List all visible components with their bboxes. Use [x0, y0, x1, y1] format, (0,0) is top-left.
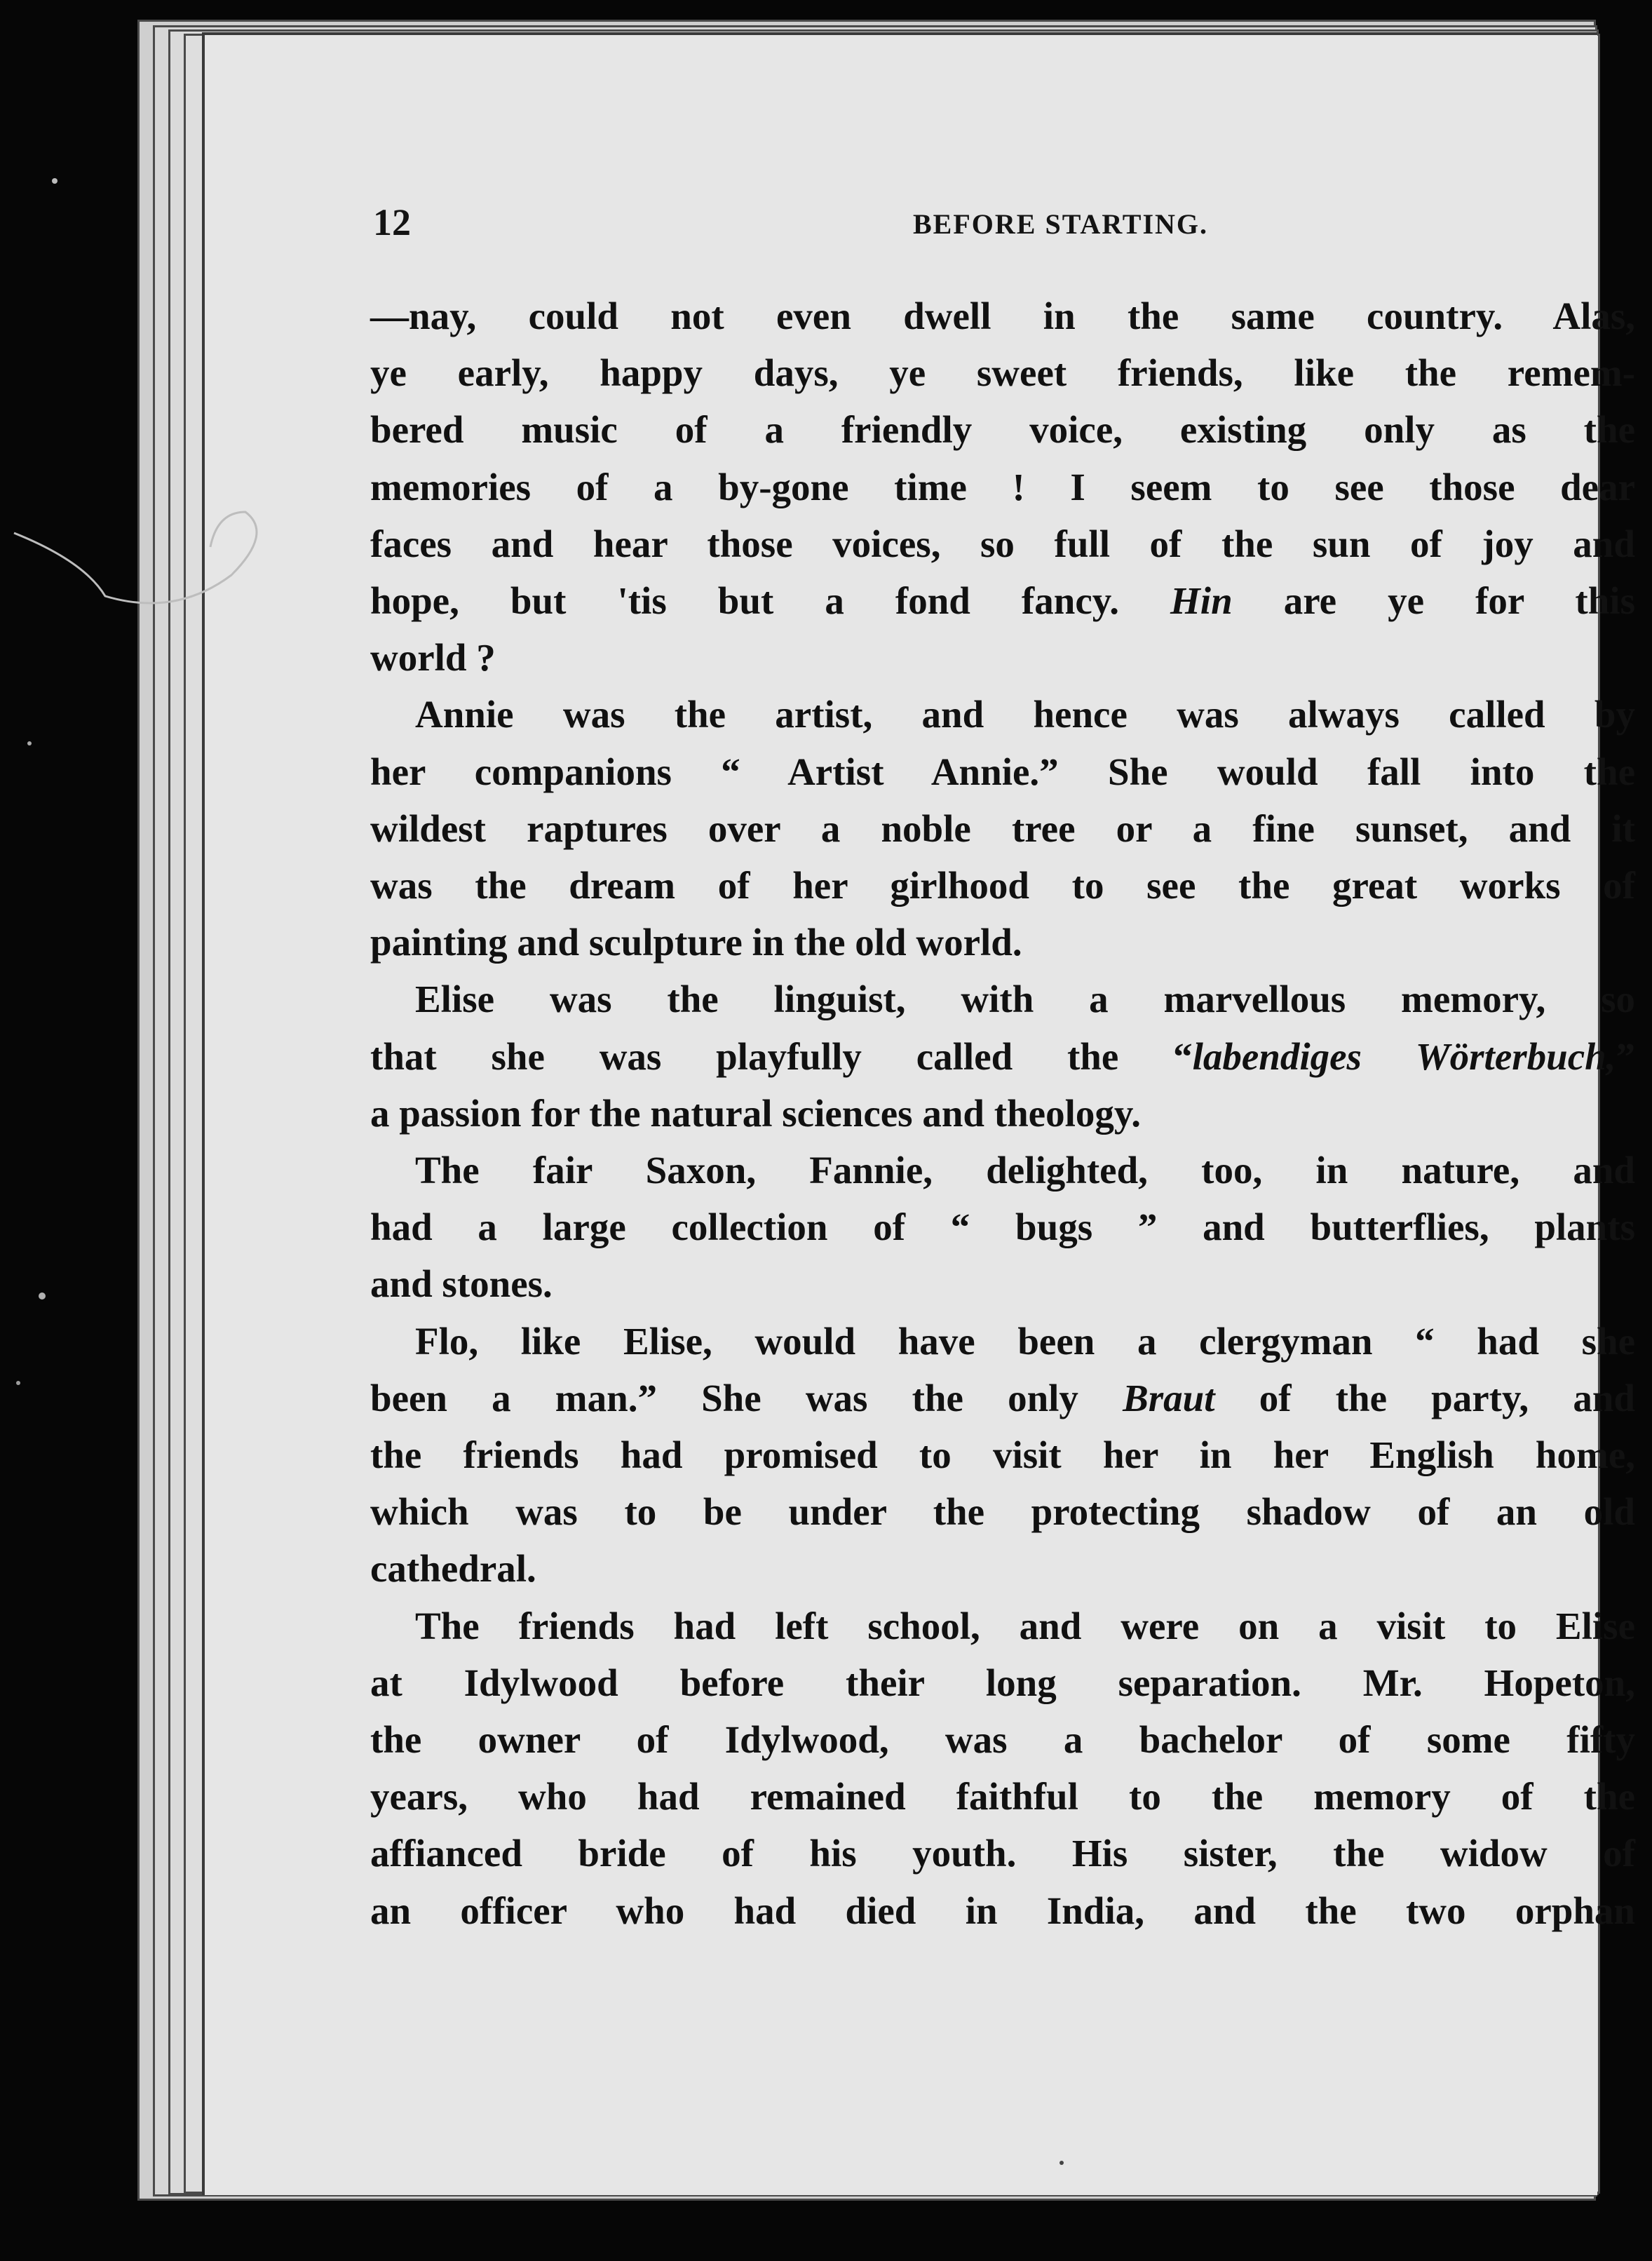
text-line: the owner of Idylwood, was a bachelor of some fifty	[370, 1718, 1635, 1762]
dust-speck	[52, 178, 57, 184]
text-line: was the dream of her girlhood to see the great works of	[370, 864, 1635, 907]
text-segment: ”	[1616, 1034, 1635, 1078]
italic-word: Braut	[1123, 1376, 1215, 1419]
text-line: Flo, like Elise, would have been a clergyman “ had she	[415, 1319, 1635, 1363]
text-line: memories of a by-gone time ! I seem to see those dear	[370, 465, 1635, 508]
text-line: the friends had promised to visit her in her English home,	[370, 1433, 1635, 1477]
text-line: bered music of a friendly voice, existing only as the	[370, 408, 1635, 452]
text-line: her companions “ Artist Annie.” She would fall into the	[370, 750, 1635, 793]
text-line	[370, 1370, 1635, 1426]
text-line: The fair Saxon, Fannie, delighted, too, in nature, and	[415, 1149, 1635, 1192]
running-head	[373, 201, 1628, 257]
text-segment: hope, but 'tis but a fond fancy.	[370, 579, 1171, 623]
dust-speck	[16, 1381, 20, 1385]
text-line: wildest raptures over a noble tree or a fine sunset, and it	[370, 806, 1635, 850]
text-line: at Idylwood before their long separation. Mr. Hopeton,	[370, 1661, 1635, 1704]
text-line: Annie was the artist, and hence was always called by	[415, 693, 1635, 736]
italic-phrase: labendiges Wörterbuch,	[1192, 1034, 1616, 1078]
text-segment: are ye for this	[1232, 579, 1635, 623]
paragraph	[370, 1142, 1635, 1313]
text-line: years, who had remained faithful to the memory of the	[370, 1775, 1635, 1818]
text-line	[370, 1028, 1635, 1085]
text-segment: been a man.” She was the only	[370, 1376, 1123, 1419]
text-line: cathedral.	[370, 1547, 536, 1591]
text-line: world ?	[370, 636, 496, 680]
text-line: —nay, could not even dwell in the same country. Alas,	[370, 295, 1635, 337]
text-line: a passion for the natural sciences and theology.	[370, 1091, 1142, 1135]
paragraph	[370, 288, 1635, 686]
text-line: which was to be under the protecting shadow of an old	[370, 1490, 1635, 1534]
text-line: Elise was the linguist, with a marvellous memory, so	[415, 978, 1635, 1021]
text-line: ye early, happy days, ye sweet friends, like the remem-	[370, 351, 1635, 395]
dust-speck	[39, 1293, 46, 1300]
text-line: an officer who had died in India, and the two orphan	[370, 1889, 1635, 1932]
text-line: faces and hear those voices, so full of the sun of joy and	[370, 522, 1635, 565]
running-title: BEFORE STARTING.	[913, 208, 1209, 240]
italic-word: Hin	[1170, 579, 1233, 623]
text-line: and stones.	[370, 1262, 553, 1306]
text-line: had a large collection of “ bugs ” and butterflies, plants	[370, 1206, 1635, 1249]
book-page	[202, 32, 1635, 2195]
text-line	[370, 572, 1635, 629]
paragraph	[370, 686, 1635, 971]
paragraph	[370, 971, 1635, 1142]
text-line: painting and sculpture in the old world.	[370, 921, 1022, 964]
body-text	[370, 288, 1635, 1939]
text-segment: that she was playfully called the “	[370, 1034, 1193, 1078]
paragraph	[370, 1598, 1635, 1939]
dust-speck	[27, 741, 32, 745]
text-line: The friends had left school, and were on a visit to Elise	[415, 1604, 1635, 1647]
text-line: affianced bride of his youth. His sister, the widow of	[370, 1832, 1635, 1875]
page-number: 12	[373, 201, 411, 243]
paragraph	[370, 1313, 1635, 1598]
text-segment: of the party, and	[1214, 1376, 1635, 1419]
